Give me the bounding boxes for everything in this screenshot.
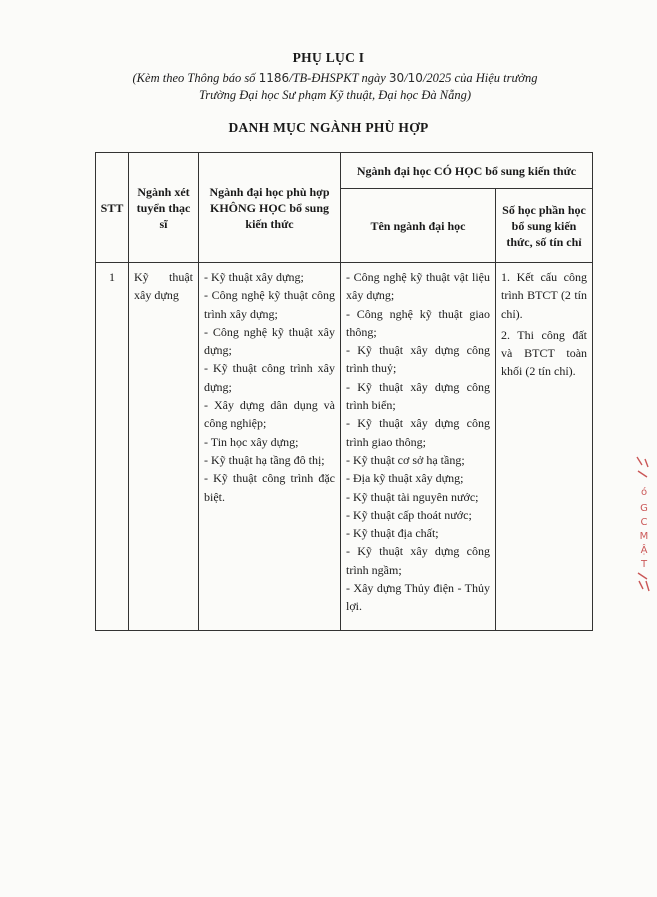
appendix-title: PHỤ LỤC I (292, 50, 365, 65)
list-item: - Công nghệ kỹ thuật công trình xây dựng; (204, 288, 335, 321)
svg-text:G: G (640, 503, 648, 514)
list-item: - Kỹ thuật cấp thoát nước; (346, 507, 472, 522)
supplement-list (341, 263, 496, 631)
list-item: - Xây dựng dân dụng và công nghiệp; (204, 398, 335, 431)
list-item: - Kỹ thuật cơ sở hạ tầng; (346, 452, 465, 467)
module-item: 1. Kết cấu công trình BTCT (2 tín chỉ). (501, 270, 588, 321)
list-item: - Kỹ thuật xây dựng; (204, 270, 304, 284)
stamp-edge-icon (633, 455, 655, 595)
list-item: - Công nghệ kỹ thuật giao thông; (346, 306, 490, 339)
list-item: - Tin học xây dựng; (204, 434, 299, 449)
svg-text:C: C (640, 517, 648, 528)
no-supplement-list (199, 263, 341, 631)
appendix-subtitle (100, 70, 570, 104)
header-with-supplement: Ngành đại học CÓ HỌC bổ sung kiến thức (341, 153, 593, 189)
date-separator: / (404, 71, 408, 85)
subtitle-line-2: Trường Đại học Sư phạm Kỹ thuật, Đại học Đà Nẵng) (198, 88, 472, 102)
row-admission-major: Kỹ thuật xây dựng (129, 263, 199, 631)
table-header-row (96, 153, 593, 189)
list-item: - Kỹ thuật công trình đặc biệt. (204, 471, 335, 504)
row-stt: 1 (96, 263, 129, 631)
svg-text:Ậ: Ậ (640, 545, 648, 556)
svg-text:ό: ό (640, 487, 648, 498)
list-item: - Xây dựng Thủy điện - Thủy lợi. (346, 581, 490, 614)
list-item: - Công nghệ kỹ thuật xây dựng; (204, 324, 335, 358)
list-title: DANH MỤC NGÀNH PHÙ HỢP (228, 120, 429, 135)
svg-text:T: T (640, 559, 648, 570)
seal-stamp-mark (633, 455, 655, 599)
day-handwritten: 30 (388, 71, 405, 85)
svg-text:M: M (639, 531, 649, 542)
month-handwritten: 10 (407, 71, 423, 85)
list-item: - Kỹ thuật công trình xây dựng; (204, 361, 335, 394)
list-item: - Kỹ thuật tài nguyên nước; (346, 489, 479, 504)
majors-table (95, 152, 593, 631)
modules-cell (496, 263, 593, 631)
header-admission-major: Ngành xét tuyển thạc sĩ (129, 153, 199, 263)
list-item: - Công nghệ kỹ thuật vật liệu xây dựng; (346, 270, 490, 303)
subtitle-text-middle: /TB-ĐHSPKT ngày (289, 71, 389, 85)
list-item: - Kỹ thuật hạ tầng đô thị; (204, 452, 325, 467)
table-row (96, 263, 593, 631)
header-modules-credits: Số học phần học bổ sung kiến thức, số tín chỉ (496, 189, 593, 263)
module-item: 2. Thi công đất và BTCT toàn khối (2 tín chỉ). (501, 327, 588, 379)
list-item: - Địa kỹ thuật xây dựng; (346, 471, 464, 486)
list-item: - Kỹ thuật xây dựng công trình biển; (346, 379, 490, 413)
list-item: - Kỹ thuật xây dựng công trình thuỷ; (346, 343, 490, 376)
header-major-name: Tên ngành đại học (341, 189, 496, 263)
list-item: - Kỹ thuật địa chất; (346, 526, 439, 541)
header-stt: STT (96, 153, 129, 263)
subtitle-text-before: (Kèm theo Thông báo số (132, 71, 259, 85)
subtitle-text-after: /2025 của Hiệu trưởng (422, 71, 538, 85)
header-no-supplement: Ngành đại học phù hợp KHÔNG HỌC bổ sung kiến thức (199, 153, 341, 263)
list-item: - Kỹ thuật xây dựng công trình giao thông; (346, 416, 490, 449)
list-item: - Kỹ thuật xây dựng công trình ngầm; (346, 544, 490, 577)
notice-number-handwritten: 1186 (258, 71, 290, 85)
